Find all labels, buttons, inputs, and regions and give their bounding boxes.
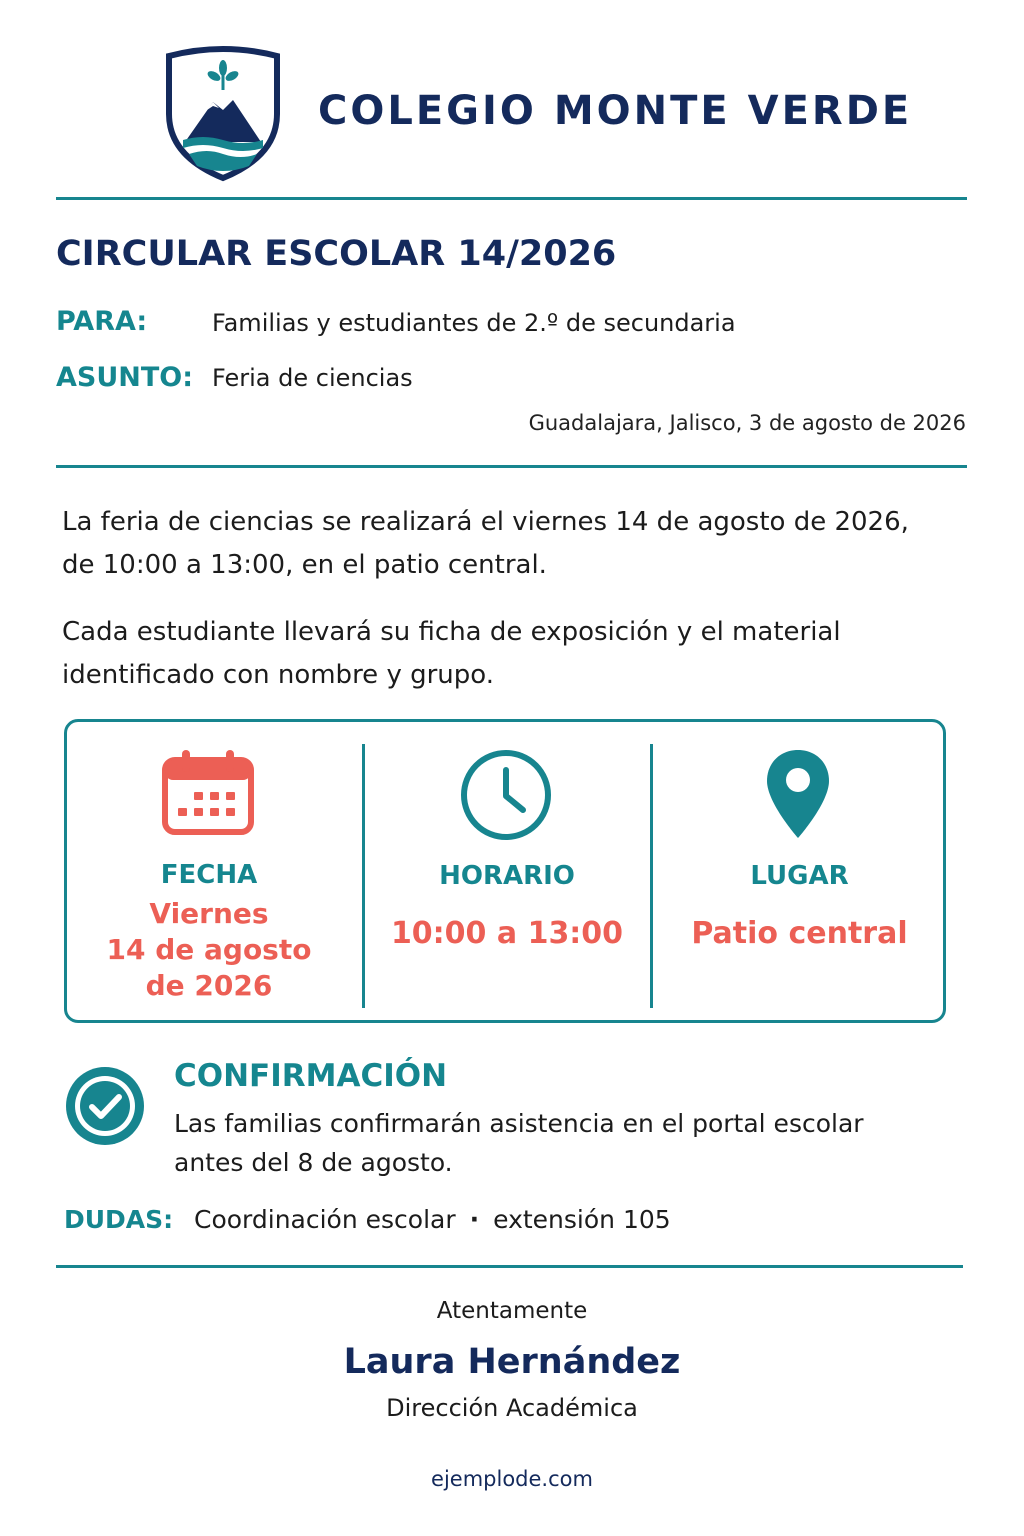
clock-icon xyxy=(459,748,553,842)
fecha-value-line-2: 14 de agosto xyxy=(106,933,312,966)
paragraph-1-line-2: de 10:00 a 13:00, en el patio central. xyxy=(62,550,547,580)
check-circle-icon xyxy=(63,1064,147,1148)
info-divider xyxy=(56,465,967,468)
horario-value: 10:00 a 13:00 xyxy=(390,916,624,951)
asunto-value: Feria de ciencias xyxy=(212,364,413,392)
header-divider xyxy=(56,197,967,200)
circular-title: CIRCULAR ESCOLAR 14/2026 xyxy=(56,234,617,274)
map-pin-icon xyxy=(765,748,831,840)
confirmation-line-1: Las familias confirmarán asistencia en el portal escolar xyxy=(174,1109,864,1138)
calendar-icon xyxy=(162,748,254,836)
asunto-label: ASUNTO: xyxy=(56,362,194,393)
paragraph-2 xyxy=(62,611,962,697)
website-link[interactable]: ejemplode.com xyxy=(431,1467,593,1491)
fecha-label: FECHA xyxy=(160,860,258,890)
signer-name: Laura Hernández xyxy=(343,1342,681,1382)
dudas-separator: · xyxy=(469,1205,480,1234)
lugar-label: LUGAR xyxy=(750,861,849,891)
paragraph-1-line-1: La feria de ciencias se realizará el viernes 14 de agosto de 2026, xyxy=(62,507,909,537)
confirmation-line-2: antes del 8 de agosto. xyxy=(174,1148,453,1177)
horario-label: HORARIO xyxy=(439,861,575,891)
dudas-extension: extensión 105 xyxy=(493,1205,671,1234)
para-value: Familias y estudiantes de 2.º de secundaria xyxy=(212,309,736,337)
lugar-value: Patio central xyxy=(691,916,908,951)
lugar-column xyxy=(653,861,946,952)
fecha-value-line-1: Viernes xyxy=(149,897,269,930)
closing-text: Atentamente xyxy=(436,1298,588,1324)
info-box-divider-1 xyxy=(362,744,365,1008)
place-date: Guadalajara, Jalisco, 3 de agosto de 2026 xyxy=(528,411,966,435)
shield-mountain-logo xyxy=(163,44,283,182)
dudas-label: DUDAS: xyxy=(64,1205,174,1234)
horario-column xyxy=(366,861,648,952)
fecha-value xyxy=(80,896,338,1004)
dudas-coordination: Coordinación escolar xyxy=(194,1205,456,1234)
para-label: PARA: xyxy=(56,306,148,337)
signer-role: Dirección Académica xyxy=(386,1394,638,1422)
paragraph-2-line-1: Cada estudiante llevará su ficha de exposición y el material xyxy=(62,617,841,647)
paragraph-2-line-2: identificado con nombre y grupo. xyxy=(62,660,494,690)
confirmation-title: CONFIRMACIÓN xyxy=(174,1058,448,1094)
fecha-value-line-3: de 2026 xyxy=(145,969,273,1002)
footer-divider xyxy=(56,1265,963,1268)
fecha-column xyxy=(80,860,338,1004)
school-name: COLEGIO MONTE VERDE xyxy=(318,88,913,134)
confirmation-text xyxy=(174,1104,934,1182)
paragraph-1 xyxy=(62,501,962,587)
dudas-value xyxy=(194,1205,671,1234)
